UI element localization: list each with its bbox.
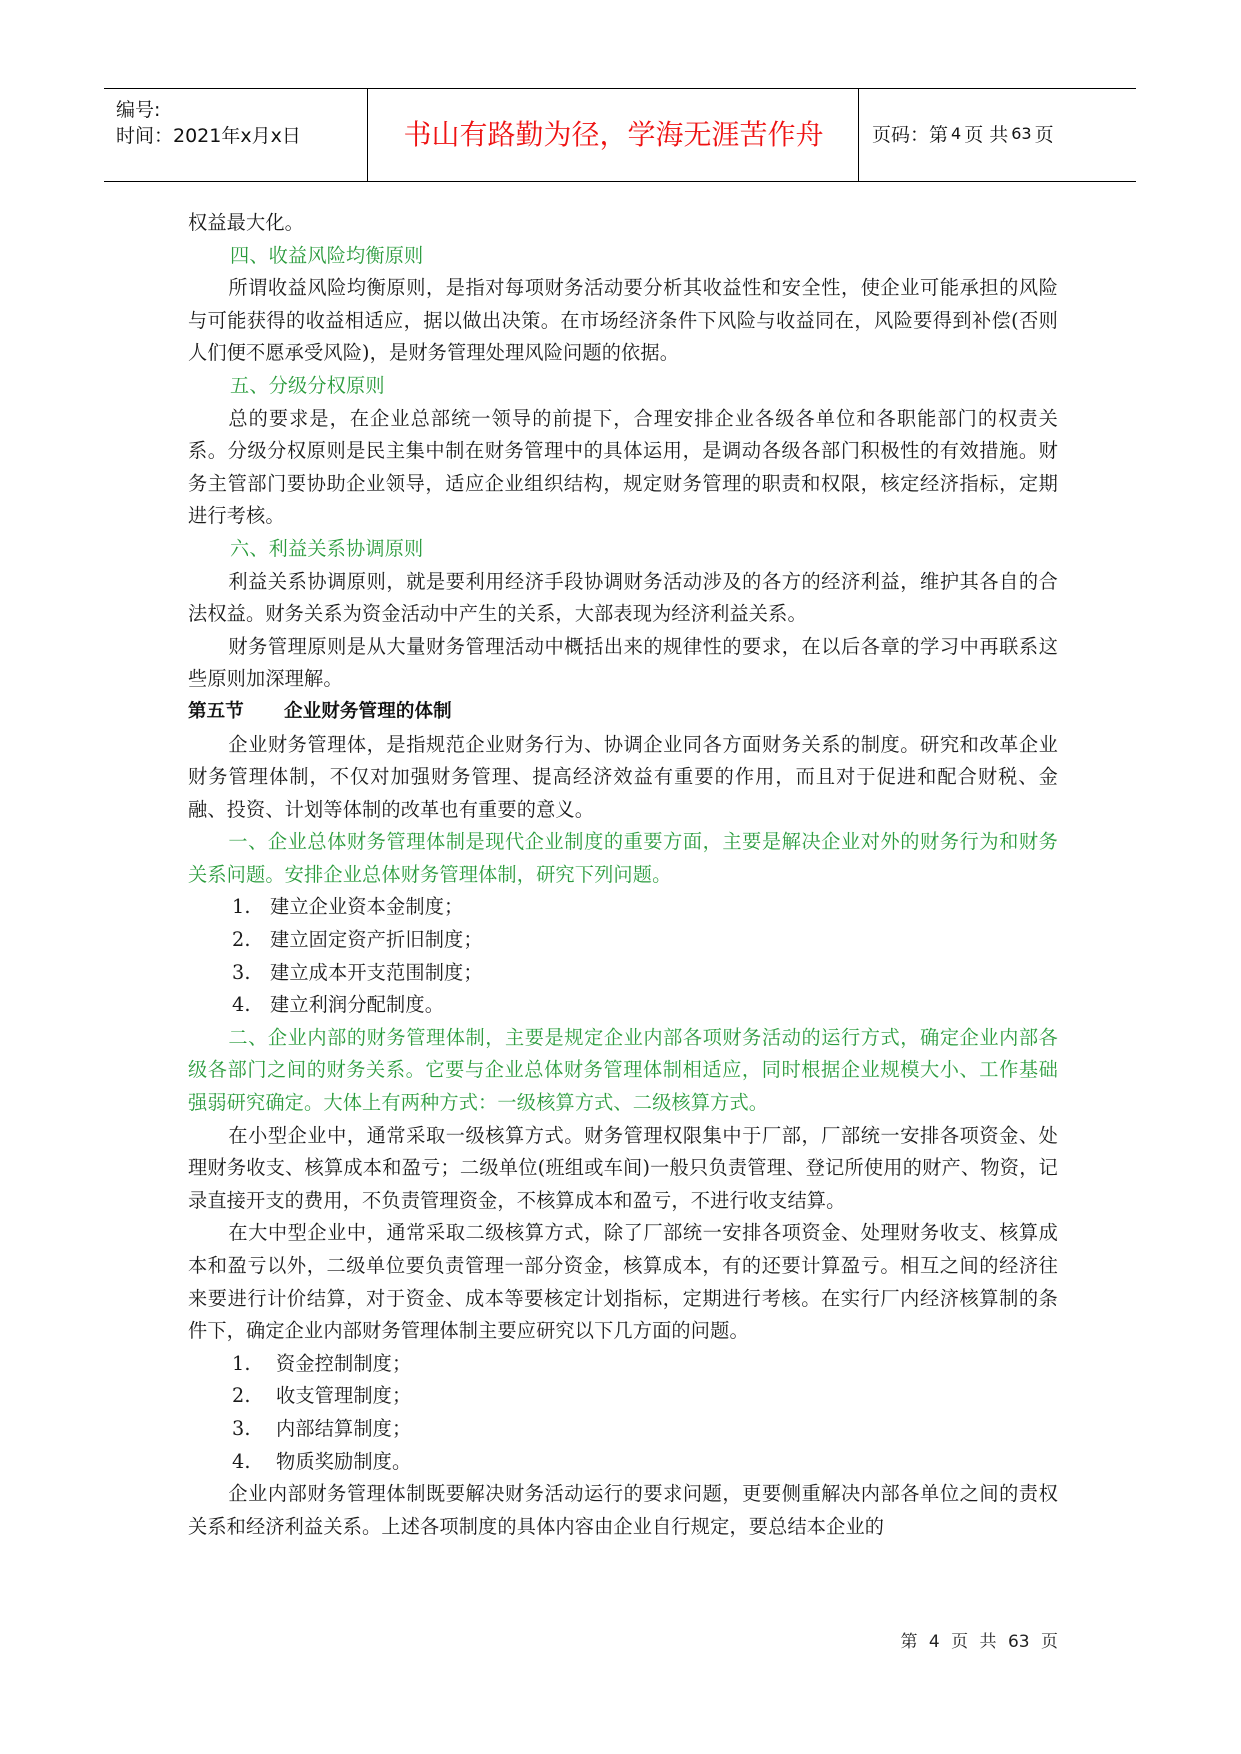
- page-label-suffix: 页: [1034, 123, 1054, 146]
- green-paragraph: 一、企业总体财务管理体制是现代企业制度的重要方面，主要是解决企业对外的财务行为和财务关系问题。安排企业总体财务管理体制，研究下列问题。: [188, 830, 1058, 886]
- serial-number-label: 编号:: [116, 99, 161, 121]
- list-item: 2. 建立固定资产折旧制度；: [232, 928, 483, 952]
- section-number: 第五节: [188, 700, 244, 722]
- section-heading: [188, 696, 1058, 729]
- header-meta: [116, 89, 371, 181]
- subheading-principle-4: 四、收益风险均衡原则: [230, 243, 424, 267]
- paragraph: 在大中型企业中，通常采取二级核算方式，除了厂部统一安排各项资金、处理财务收支、核算成本和盈亏以外，二级单位要负责管理一部分资金，核算成本，有的还要计算盈亏。相互之间的经济往来要进行计价结算，对于资金、成本等要核定计划指标，定期进行考核。在实行厂内经济核算制的条件下，确定企业内部财务管理体制主要应研究以下几方面的问题。: [188, 1221, 1058, 1343]
- paragraph: 企业内部财务管理体制既要解决财务活动运行的要求问题，更要侧重解决内部各单位之间的责权关系和经济利益关系。上述各项制度的具体内容由企业自行规定，要总结本企业的: [188, 1482, 1058, 1538]
- page-current: 4: [951, 123, 962, 143]
- header-motto: 书山有路勤为径，学海无涯苦作舟: [403, 118, 824, 151]
- header-divider: [367, 89, 368, 181]
- subheading-principle-5: 五、分级分权原则: [230, 373, 385, 397]
- paragraph: 权益最大化。: [188, 211, 305, 234]
- paragraph: 企业财务管理体，是指规范企业财务行为、协调企业同各方面财务关系的制度。研究和改革企业财务管理体制，不仅对加强财务管理、提高经济效益有重要的作用，而且对于促进和配合财税、金融、投资、计划等体制的改革也有重要的意义。: [188, 732, 1058, 821]
- paragraph: 财务管理原则是从大量财务管理活动中概括出来的规律性的要求，在以后各章的学习中再联系这些原则加深理解。: [188, 634, 1058, 691]
- list-item: 4. 物质奖励制度。: [232, 1449, 412, 1473]
- header-divider: [858, 89, 859, 181]
- page-header: [104, 88, 1136, 182]
- list-item: 3. 内部结算制度；: [232, 1416, 412, 1440]
- list-item: 1. 资金控制制度；: [232, 1351, 412, 1375]
- list-item: 1. 建立企业资本金制度；: [232, 895, 464, 919]
- list-internal-system: [188, 1348, 1058, 1478]
- section-title: 企业财务管理的体制: [283, 700, 452, 722]
- page-total: 63: [1011, 123, 1032, 143]
- list-item: 3. 建立成本开支范围制度；: [232, 960, 483, 984]
- paragraph: 所谓收益风险均衡原则，是指对每项财务活动要分析其收益性和安全性，使企业可能承担的风险与可能获得的收益相适应，据以做出决策。在市场经济条件下风险与收益同在，风险要得到补偿(否则人们便不愿承受风险)，是财务管理处理风险问题的依据。: [188, 276, 1058, 365]
- page-label-prefix: 页码：第: [872, 123, 949, 146]
- paragraph: 利益关系协调原则，就是要利用经济手段协调财务活动涉及的各方的经济利益，维护其各自的合法权益。财务关系为资金活动中产生的关系，大部表现为经济利益关系。: [188, 569, 1058, 626]
- subheading-principle-6: 六、利益关系协调原则: [230, 536, 424, 560]
- date-label: 时间：2021年x月x日: [116, 125, 301, 147]
- paragraph: 总的要求是，在企业总部统一领导的前提下，合理安排企业各级各单位和各职能部门的权责关系。分级分权原则是民主集中制在财务管理中的具体运用，是调动各级各部门积极性的有效措施。财务主管部门要协助企业领导，适应企业组织结构，规定财务管理的职责和权限，核定经济指标，定期进行考核。: [188, 406, 1058, 528]
- header-page-info: [872, 89, 1132, 181]
- list-overall-system: [188, 891, 1058, 1021]
- page-footer: 第 4 页 共 63 页: [900, 1632, 1058, 1652]
- list-item: 4. 建立利润分配制度。: [232, 993, 445, 1017]
- green-paragraph: 二、企业内部的财务管理体制，主要是规定企业内部各项财务活动的运行方式，确定企业内部各级各部门之间的财务关系。它要与企业总体财务管理体制相适应，同时根据企业规模大小、工作基础强弱研究确定。大体上有两种方式：一级核算方式、二级核算方式。: [188, 1025, 1058, 1115]
- paragraph: 在小型企业中，通常采取一级核算方式。财务管理权限集中于厂部，厂部统一安排各项资金、处理财务收支、核算成本和盈亏；二级单位(班组或车间)一般只负责管理、登记所使用的财产、物资，记录直接开支的费用，不负责管理资金，不核算成本和盈亏，不进行收支结算。: [188, 1123, 1058, 1212]
- page-label-mid: 页 共: [964, 123, 1009, 146]
- list-item: 2. 收支管理制度；: [232, 1384, 412, 1408]
- document-body: [188, 207, 1058, 1543]
